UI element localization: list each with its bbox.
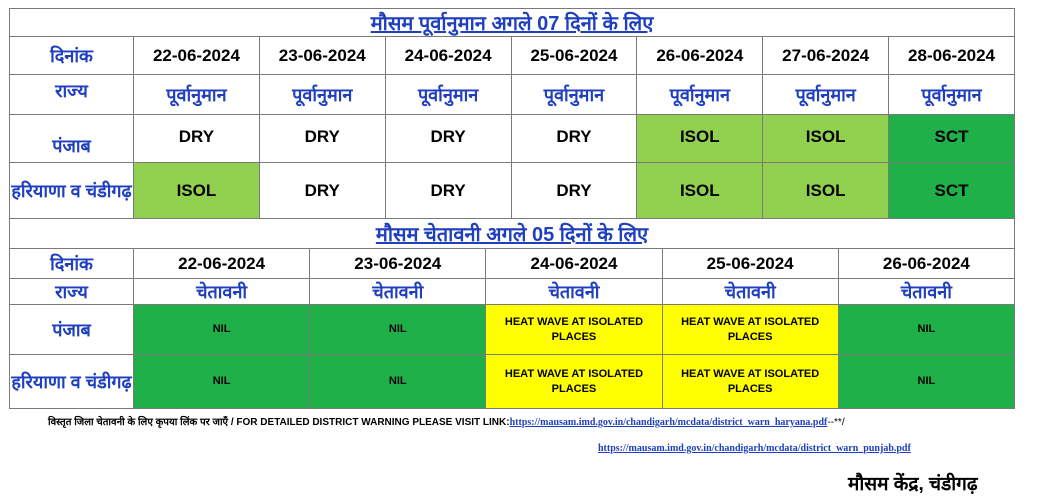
forecast-label: पूर्वानुमान — [763, 75, 889, 115]
warning-cell: NIL — [838, 355, 1014, 409]
forecast-label: पूर्वानुमान — [385, 75, 511, 115]
state-name: पंजाब — [10, 305, 134, 355]
link-suffix: --**/ — [827, 417, 845, 428]
warning-label: चेतावनी — [310, 279, 486, 305]
punjab-link-line — [598, 443, 911, 454]
warning-cell: HEAT WAVE AT ISOLATED PLACES — [662, 305, 838, 355]
warning-cell: HEAT WAVE AT ISOLATED PLACES — [486, 355, 662, 409]
warning-label: चेतावनी — [486, 279, 662, 305]
date-label: दिनांक — [10, 37, 134, 75]
district-warning-note — [48, 414, 1037, 428]
forecast-cell: ISOL — [134, 163, 260, 219]
forecast-cell: DRY — [259, 163, 385, 219]
forecast-cell: DRY — [259, 115, 385, 163]
forecast-label: पूर्वानुमान — [511, 75, 637, 115]
forecast-title: मौसम पूर्वानुमान अगले 07 दिनों के लिए — [10, 9, 1015, 37]
forecast-cell: DRY — [511, 163, 637, 219]
forecast-cell: SCT — [889, 163, 1015, 219]
forecast-cell: DRY — [134, 115, 260, 163]
forecast-cell: DRY — [511, 115, 637, 163]
forecast-cell: DRY — [385, 115, 511, 163]
forecast-cell: ISOL — [763, 115, 889, 163]
forecast-cell: ISOL — [763, 163, 889, 219]
warning-cell: HEAT WAVE AT ISOLATED PLACES — [486, 305, 662, 355]
forecast-date: 26-06-2024 — [637, 37, 763, 75]
warning-label: चेतावनी — [134, 279, 310, 305]
warning-date: 22-06-2024 — [134, 249, 310, 279]
warning-cell: NIL — [134, 355, 310, 409]
warning-label: चेतावनी — [662, 279, 838, 305]
forecast-date: 23-06-2024 — [259, 37, 385, 75]
warning-title: मौसम चेतावनी अगले 05 दिनों के लिए — [10, 219, 1015, 249]
warning-cell: NIL — [838, 305, 1014, 355]
warning-cell: NIL — [310, 355, 486, 409]
warning-date: 26-06-2024 — [838, 249, 1014, 279]
date-label: दिनांक — [10, 249, 134, 279]
forecast-date: 28-06-2024 — [889, 37, 1015, 75]
forecast-cell: ISOL — [637, 115, 763, 163]
forecast-label: पूर्वानुमान — [134, 75, 260, 115]
signature: मौसम केंद्र, चंडीगढ़ — [848, 474, 978, 495]
warning-date: 23-06-2024 — [310, 249, 486, 279]
haryana-district-warning-link[interactable]: https://mausam.imd.gov.in/chandigarh/mcdata/district_warn_haryana.pdf — [509, 417, 828, 428]
warning-date: 24-06-2024 — [486, 249, 662, 279]
warning-cell: NIL — [310, 305, 486, 355]
forecast-cell: DRY — [385, 163, 511, 219]
warning-cell: NIL — [134, 305, 310, 355]
warning-cell: HEAT WAVE AT ISOLATED PLACES — [662, 355, 838, 409]
note-text: विस्तृत जिला चेतावनी के लिए कृपया लिंक पर जाएँ / FOR DETAILED DISTRICT WARNING PLEASE VISIT LINK: — [48, 417, 510, 428]
forecast-cell: SCT — [889, 115, 1015, 163]
forecast-date: 22-06-2024 — [134, 37, 260, 75]
warning-label: चेतावनी — [838, 279, 1014, 305]
state-label: राज्य — [10, 75, 134, 115]
punjab-district-warning-link[interactable]: https://mausam.imd.gov.in/chandigarh/mcdata/district_warn_punjab.pdf — [598, 443, 911, 454]
warning-table — [9, 218, 1015, 409]
forecast-date: 24-06-2024 — [385, 37, 511, 75]
forecast-date: 27-06-2024 — [763, 37, 889, 75]
forecast-cell: ISOL — [637, 163, 763, 219]
warning-date: 25-06-2024 — [662, 249, 838, 279]
state-name: हरियाणा व चंडीगढ़ — [10, 355, 134, 409]
state-label: राज्य — [10, 279, 134, 305]
state-name: पंजाब — [10, 115, 134, 163]
forecast-label: पूर्वानुमान — [637, 75, 763, 115]
forecast-table — [9, 8, 1015, 219]
state-name: हरियाणा व चंडीगढ़ — [10, 163, 134, 219]
forecast-label: पूर्वानुमान — [889, 75, 1015, 115]
forecast-date: 25-06-2024 — [511, 37, 637, 75]
forecast-label: पूर्वानुमान — [259, 75, 385, 115]
